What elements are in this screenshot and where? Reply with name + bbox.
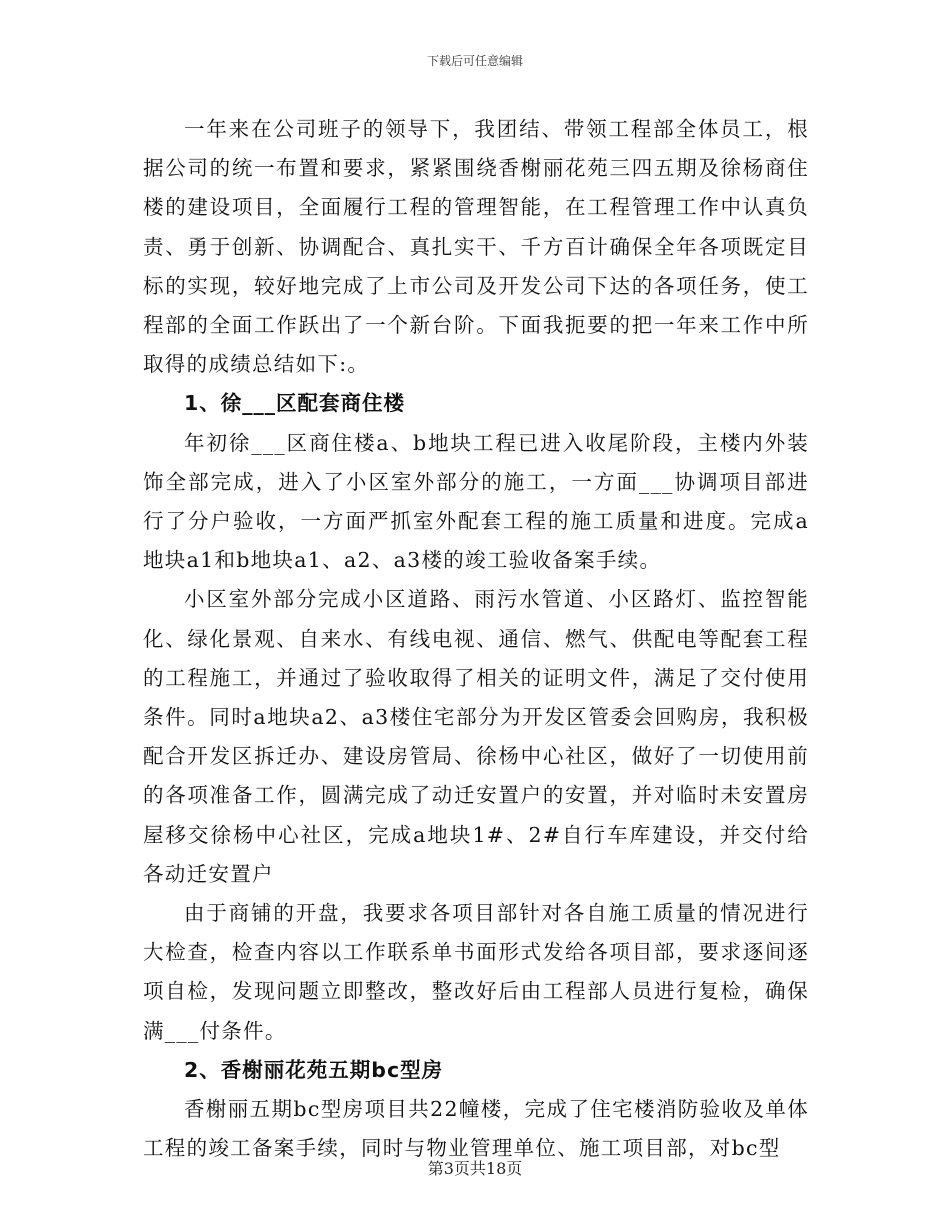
page-header: 下载后可任意编辑 <box>426 54 523 68</box>
section-1-paragraph-2: 小区室外部分完成小区道路、雨污水管道、小区路灯、监控智能化、绿化景观、自来水、有线电视、通信、燃气、供配电等配套工程的工程施工，并通过了验收取得了相关的证明文件，满足了交付使用条件。同时a地块a2、a3楼住宅部分为开发区管委会回购房，我积极配合开发区拆迁办、建设房管局、徐杨中心社区，做好了一切使用前的各项准备工作，圆满完成了动迁安置户的安置，并对临时未安置房屋移交徐杨中心社区，完成a地块1#、2#自行车库建设，并交付给各动迁安置户 <box>143 587 809 886</box>
section-2-paragraph-1: 香榭丽五期bc型房项目共22幢楼，完成了住宅楼消防验收及单体工程的竣工备案手续，同时与物业管理单位、施工项目部，对bc型 <box>143 1097 809 1161</box>
section-1-paragraph-3: 由于商铺的开盘，我要求各项目部针对各自施工质量的情况进行大检查，检查内容以工作联系单书面形式发给各项目部，要求逐间逐项自检，发现问题立即整改，整改好后由工程部人员进行复检，确保满___付条件。 <box>143 901 809 1043</box>
page-footer: 第3页共18页 <box>427 1159 523 1178</box>
document-body <box>143 110 809 1168</box>
section-1-heading: 1、徐___区配套商住楼 <box>184 391 406 416</box>
intro-paragraph: 一年来在公司班子的领导下，我团结、带领工程部全体员工，根据公司的统一布置和要求，紧紧围绕香榭丽花苑三四五期及徐杨商住楼的建设项目，全面履行工程的管理智能，在工程管理工作中认真负责、勇于创新、协调配合、真扎实干、千方百计确保全年各项既定目标的实现，较好地完成了上市公司及开发公司下达的各项任务，使工程部的全面工作跃出了一个新台阶。下面我扼要的把一年来工作中所取得的成绩总结如下:。 <box>143 117 809 377</box>
section-1-paragraph-1: 年初徐___区商住楼a、b地块工程已进入收尾阶段，主楼内外装饰全部完成，进入了小区室外部分的施工，一方面___协调项目部进行了分户验收，一方面严抓室外配套工程的施工质量和进度。完成a地块a1和b地块a1、a2、a3楼的竣工验收备案手续。 <box>143 430 809 573</box>
section-2-heading: 2、香榭丽花苑五期bc型房 <box>184 1057 444 1082</box>
